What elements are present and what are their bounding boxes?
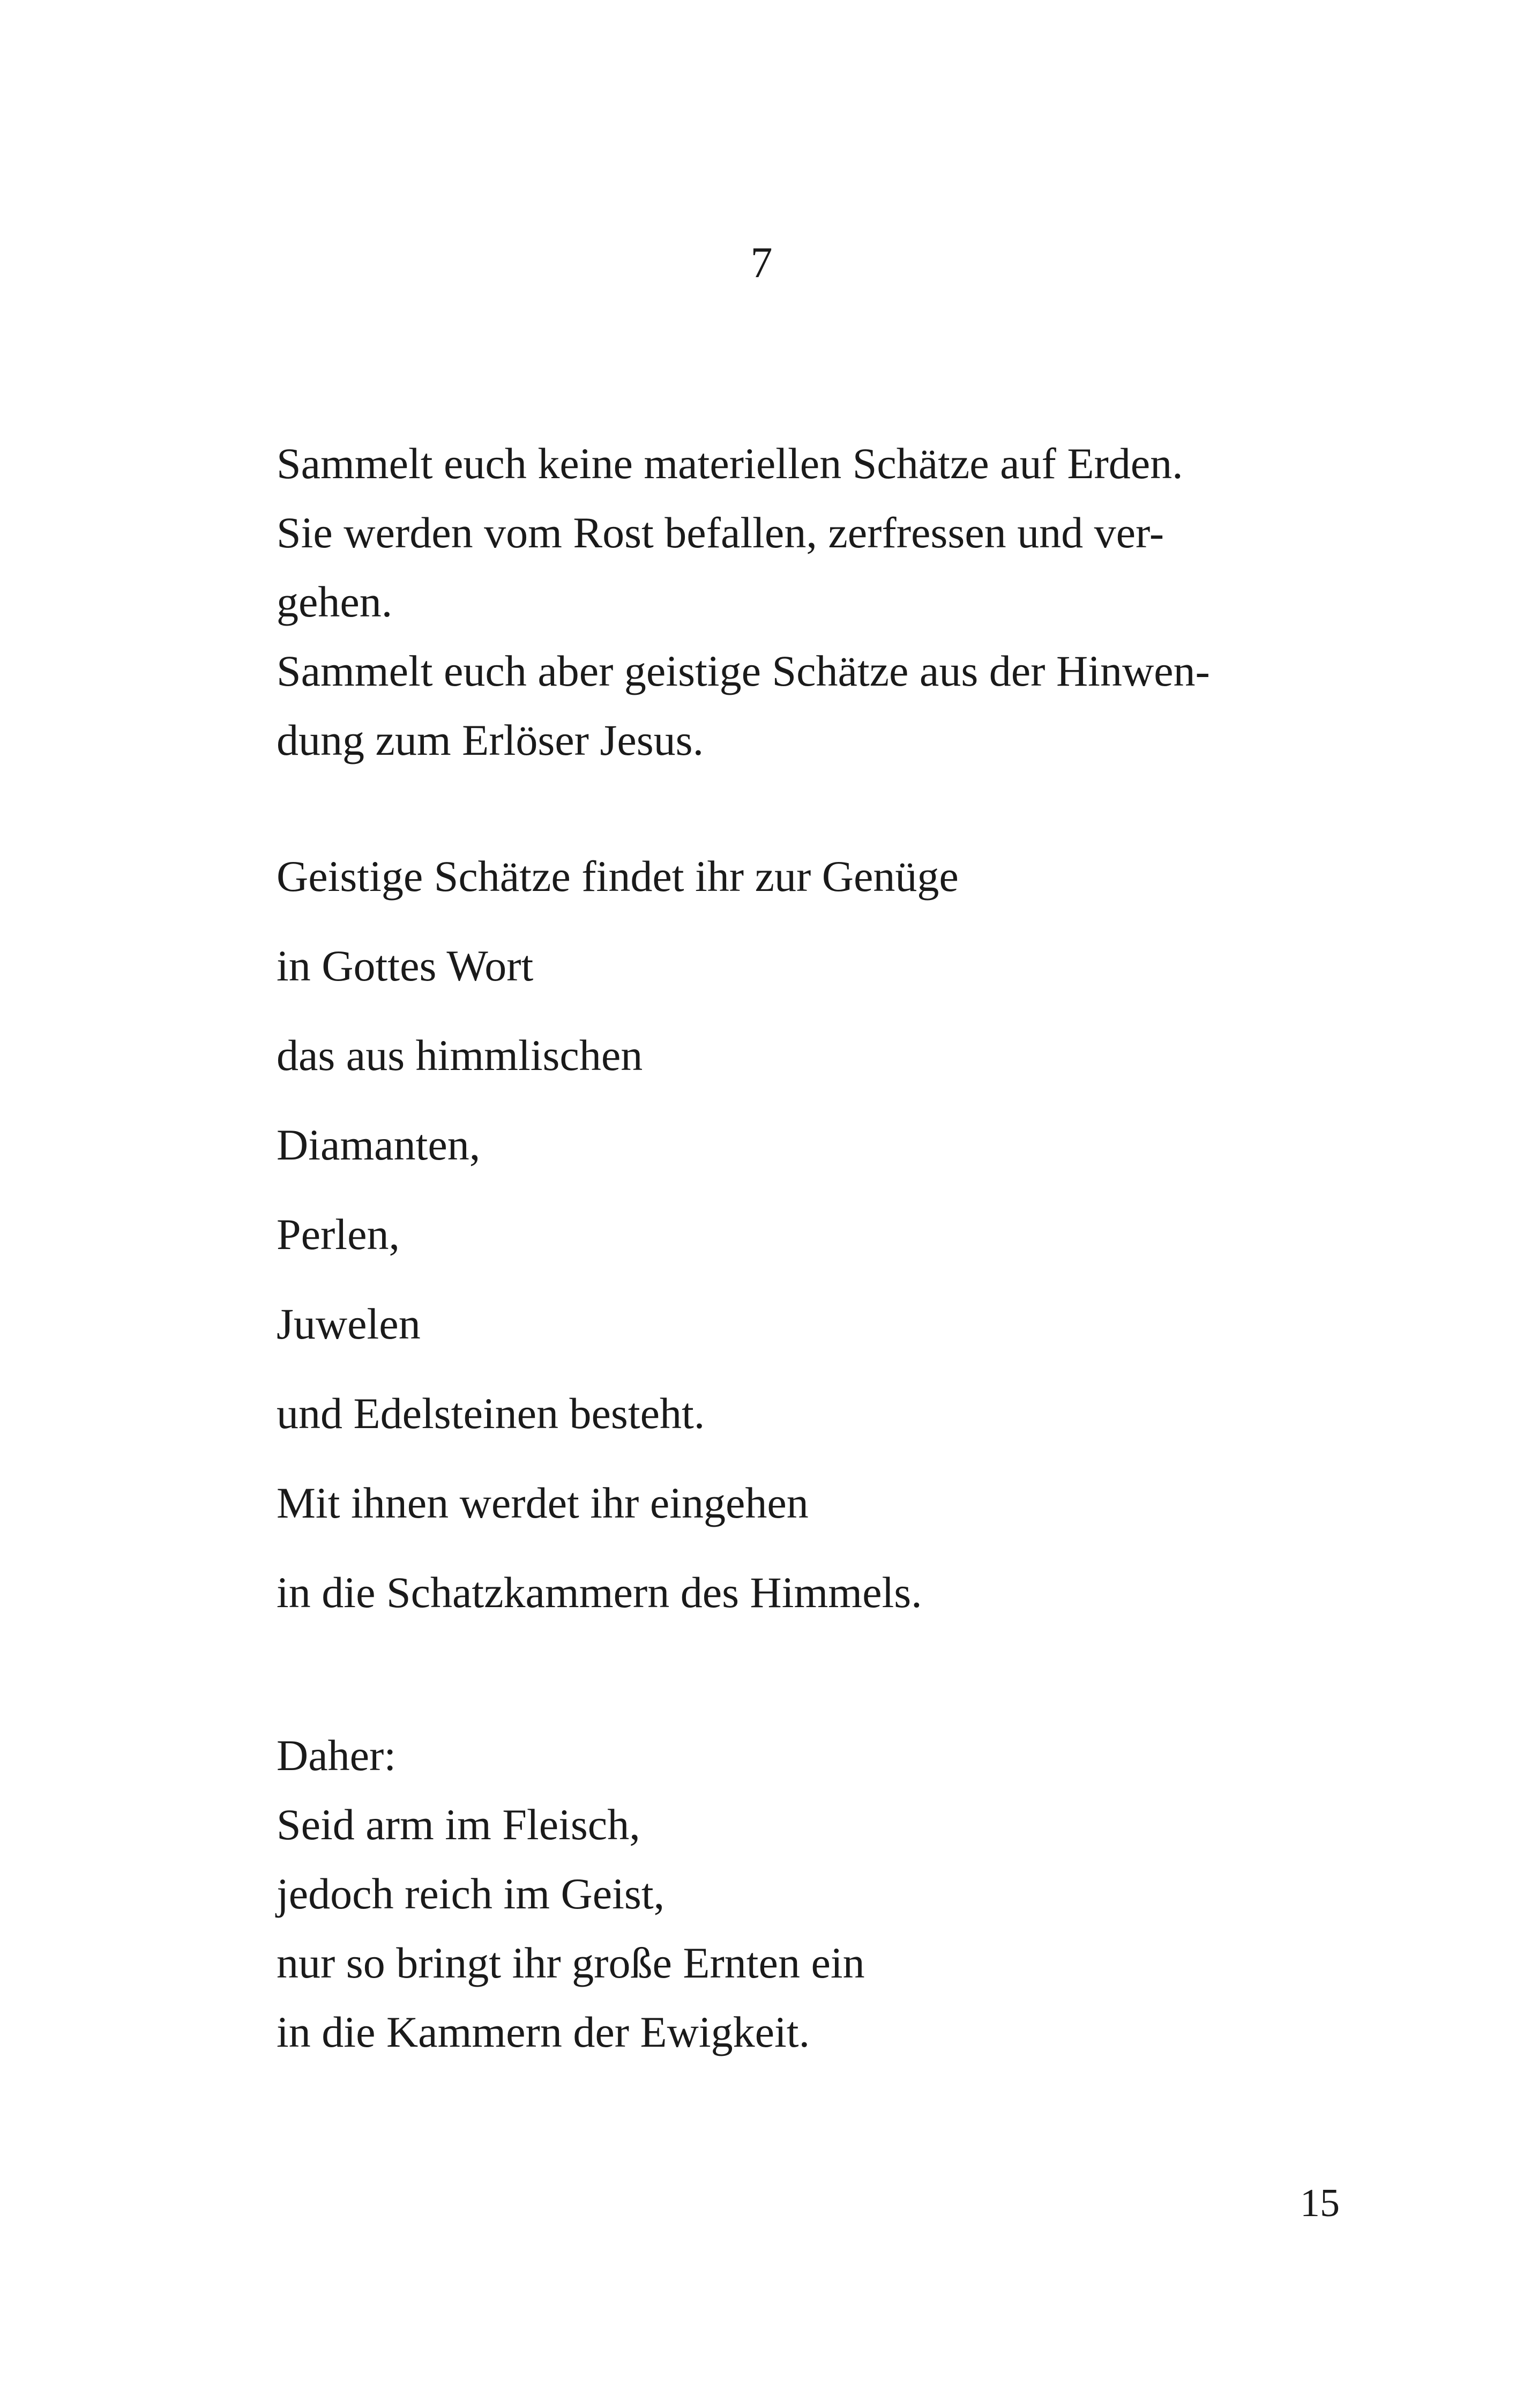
text-line: Perlen,	[277, 1210, 400, 1259]
text-line: in die Kammern der Ewigkeit.	[277, 2008, 810, 2056]
text-line: Diamanten,	[277, 1120, 481, 1169]
text-line: das aus himmlischen	[277, 1031, 643, 1080]
text-line: Sammelt euch keine materiellen Schätze auf Erden.	[277, 439, 1183, 488]
text-line: gehen.	[277, 577, 393, 626]
text-line: Mit ihnen werdet ihr eingehen	[277, 1478, 809, 1527]
stanza-3	[277, 1721, 1338, 2067]
text-line: Sammelt euch aber geistige Schätze aus der Hinwen-	[277, 646, 1210, 695]
text-line: Daher:	[277, 1731, 397, 1780]
chapter-number: 7	[750, 238, 773, 287]
text-line: nur so bringt ihr große Ernten ein	[277, 1938, 865, 1987]
text-line: Geistige Schätze findet ihr zur Genüge	[277, 852, 959, 901]
stanza-2	[277, 842, 1338, 1647]
text-line: Sie werden vom Rost befallen, zerfressen und ver-	[277, 508, 1164, 557]
stanza-1	[277, 429, 1338, 775]
text-line: jedoch reich im Geist,	[277, 1869, 665, 1918]
text-line: in die Schatzkammern des Himmels.	[277, 1568, 922, 1617]
page-number: 15	[1300, 2181, 1340, 2225]
text-line: in Gottes Wort	[277, 941, 534, 990]
text-line: und Edelsteinen besteht.	[277, 1389, 705, 1438]
text-line: Seid arm im Fleisch,	[277, 1800, 640, 1849]
text-line: dung zum Erlöser Jesus.	[277, 716, 704, 764]
text-line: Juwelen	[277, 1299, 421, 1348]
